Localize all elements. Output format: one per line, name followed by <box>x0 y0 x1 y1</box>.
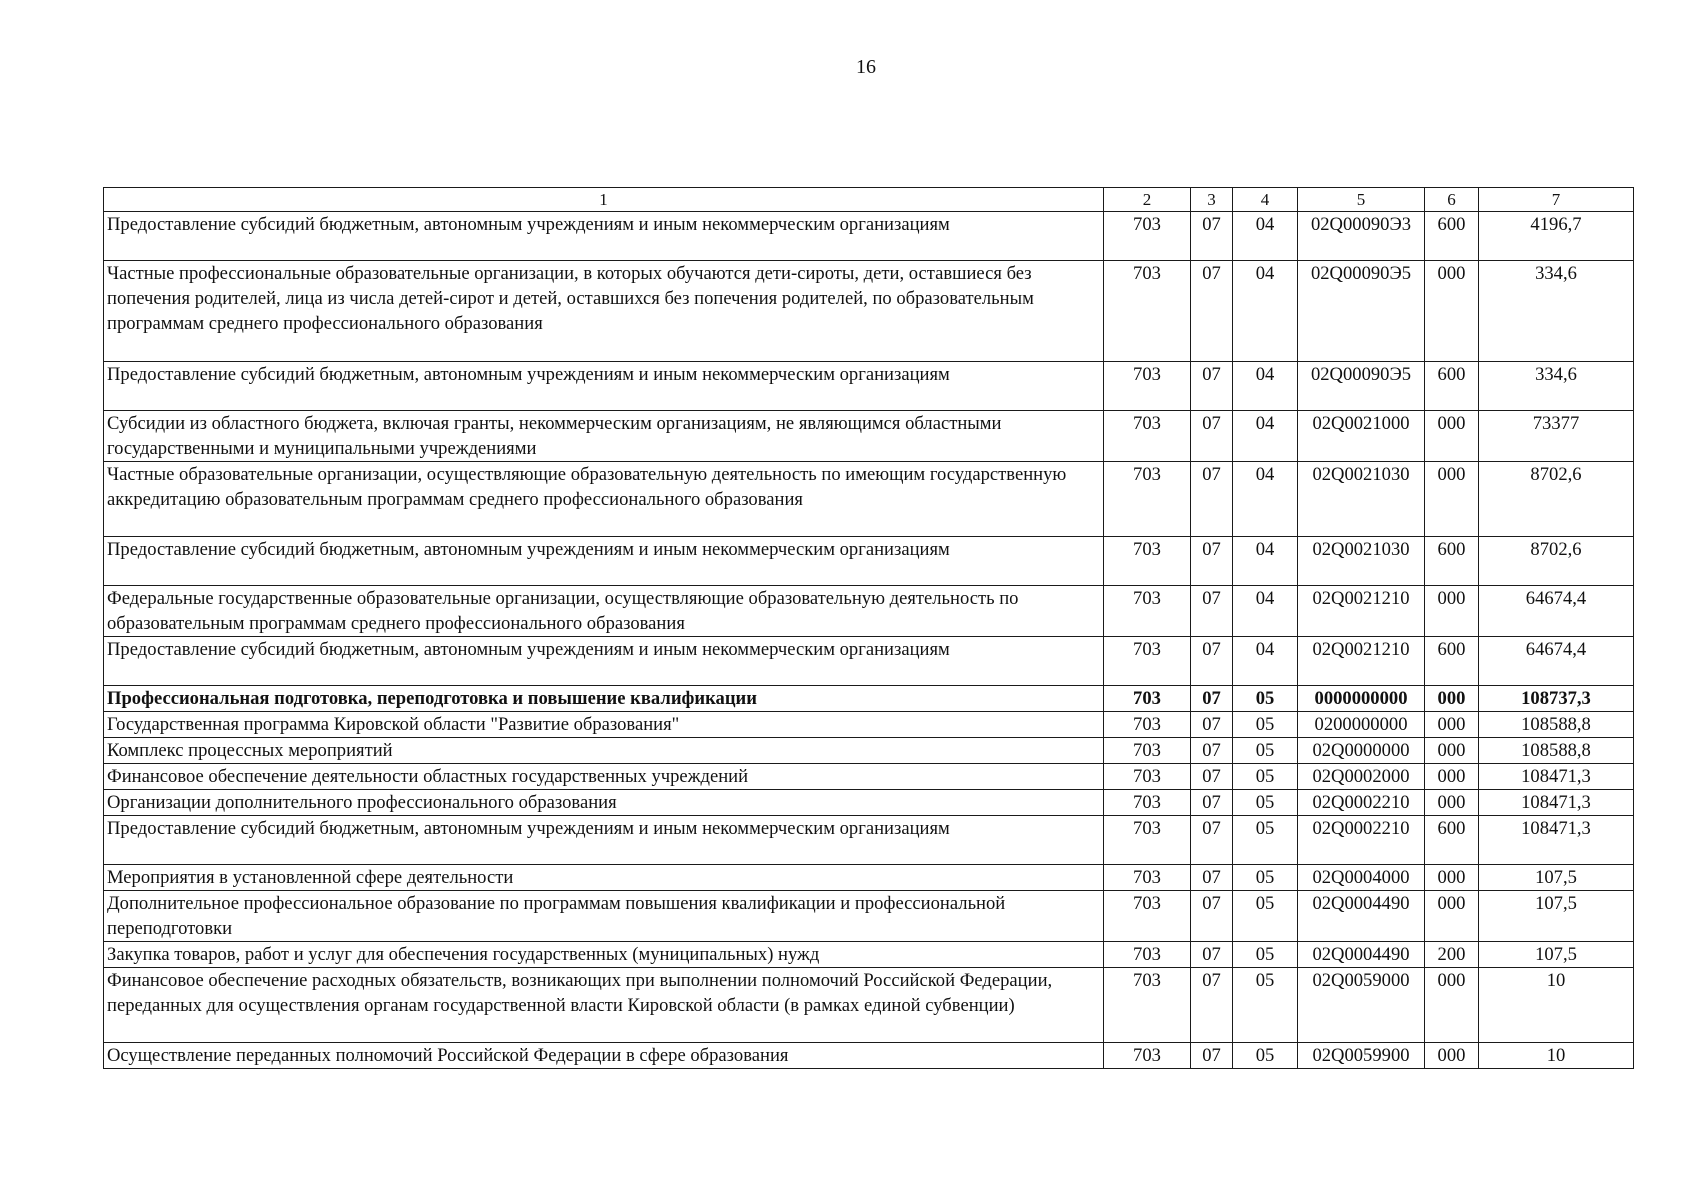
col7-cell: 108588,8 <box>1479 712 1634 738</box>
header-cell: 3 <box>1191 188 1233 212</box>
col3-cell: 07 <box>1191 764 1233 790</box>
table-row <box>104 968 1634 1043</box>
col6-cell: 000 <box>1425 712 1479 738</box>
row-name-cell: Мероприятия в установленной сфере деятельности <box>104 865 1104 891</box>
header-cell: 4 <box>1233 188 1298 212</box>
col5-cell: 02Q0004000 <box>1298 865 1425 891</box>
table-row <box>104 261 1634 362</box>
col3-cell: 07 <box>1191 865 1233 891</box>
col3-cell: 07 <box>1191 586 1233 637</box>
col2-cell: 703 <box>1104 586 1191 637</box>
col3-cell: 07 <box>1191 891 1233 942</box>
header-cell: 7 <box>1479 188 1634 212</box>
col5-cell: 02Q00090Э5 <box>1298 362 1425 411</box>
col4-cell: 04 <box>1233 362 1298 411</box>
table-row <box>104 865 1634 891</box>
col3-cell: 07 <box>1191 686 1233 712</box>
row-name-cell: Предоставление субсидий бюджетным, автономным учреждениям и иным некоммерческим организациям <box>104 537 1104 586</box>
col5-cell: 02Q0021030 <box>1298 462 1425 537</box>
col7-cell: 334,6 <box>1479 261 1634 362</box>
col7-cell: 107,5 <box>1479 891 1634 942</box>
table-row <box>104 891 1634 942</box>
col2-cell: 703 <box>1104 712 1191 738</box>
col2-cell: 703 <box>1104 738 1191 764</box>
row-name-cell: Частные профессиональные образовательные организации, в которых обучаются дети-сироты, дети, оставшиеся без попечения родителей, лица из числа детей-сирот и детей, оставшихся без попечения родителей, по образовательным программам среднего профессионального образования <box>104 261 1104 362</box>
col4-cell: 05 <box>1233 891 1298 942</box>
col6-cell: 000 <box>1425 261 1479 362</box>
col4-cell: 04 <box>1233 212 1298 261</box>
table-row <box>104 790 1634 816</box>
table-row <box>104 462 1634 537</box>
col3-cell: 07 <box>1191 362 1233 411</box>
col7-cell: 8702,6 <box>1479 462 1634 537</box>
col2-cell: 703 <box>1104 816 1191 865</box>
col5-cell: 02Q0002210 <box>1298 816 1425 865</box>
col5-cell: 02Q0021000 <box>1298 411 1425 462</box>
row-name-cell: Государственная программа Кировской области "Развитие образования" <box>104 712 1104 738</box>
col3-cell: 07 <box>1191 738 1233 764</box>
row-name-cell: Частные образовательные организации, осуществляющие образовательную деятельность по имеющим государственную аккредитацию образовательным программам среднего профессионального образования <box>104 462 1104 537</box>
col4-cell: 04 <box>1233 261 1298 362</box>
col2-cell: 703 <box>1104 865 1191 891</box>
col4-cell: 05 <box>1233 1043 1298 1069</box>
col2-cell: 703 <box>1104 362 1191 411</box>
col4-cell: 05 <box>1233 865 1298 891</box>
col2-cell: 703 <box>1104 411 1191 462</box>
col5-cell: 0000000000 <box>1298 686 1425 712</box>
col5-cell: 02Q0059900 <box>1298 1043 1425 1069</box>
col6-cell: 000 <box>1425 686 1479 712</box>
col7-cell: 4196,7 <box>1479 212 1634 261</box>
col5-cell: 0200000000 <box>1298 712 1425 738</box>
col2-cell: 703 <box>1104 261 1191 362</box>
col5-cell: 02Q00090Э3 <box>1298 212 1425 261</box>
col4-cell: 05 <box>1233 942 1298 968</box>
row-name-cell: Предоставление субсидий бюджетным, автономным учреждениям и иным некоммерческим организациям <box>104 362 1104 411</box>
row-name-cell: Предоставление субсидий бюджетным, автономным учреждениям и иным некоммерческим организациям <box>104 637 1104 686</box>
col2-cell: 703 <box>1104 891 1191 942</box>
table-row <box>104 586 1634 637</box>
col7-cell: 108737,3 <box>1479 686 1634 712</box>
table-header-row <box>104 188 1634 212</box>
col6-cell: 600 <box>1425 212 1479 261</box>
col2-cell: 703 <box>1104 537 1191 586</box>
col6-cell: 000 <box>1425 891 1479 942</box>
col6-cell: 600 <box>1425 362 1479 411</box>
col3-cell: 07 <box>1191 637 1233 686</box>
col3-cell: 07 <box>1191 790 1233 816</box>
col2-cell: 703 <box>1104 212 1191 261</box>
col5-cell: 02Q0004490 <box>1298 891 1425 942</box>
col7-cell: 73377 <box>1479 411 1634 462</box>
col5-cell: 02Q0000000 <box>1298 738 1425 764</box>
row-name-cell: Осуществление переданных полномочий Российской Федерации в сфере образования <box>104 1043 1104 1069</box>
col4-cell: 05 <box>1233 738 1298 764</box>
col7-cell: 10 <box>1479 1043 1634 1069</box>
row-name-cell: Предоставление субсидий бюджетным, автономным учреждениям и иным некоммерческим организациям <box>104 816 1104 865</box>
row-name-cell: Организации дополнительного профессионального образования <box>104 790 1104 816</box>
col7-cell: 334,6 <box>1479 362 1634 411</box>
col2-cell: 703 <box>1104 686 1191 712</box>
col7-cell: 8702,6 <box>1479 537 1634 586</box>
col4-cell: 05 <box>1233 816 1298 865</box>
row-name-cell: Комплекс процессных мероприятий <box>104 738 1104 764</box>
table-row <box>104 816 1634 865</box>
col7-cell: 108471,3 <box>1479 764 1634 790</box>
col5-cell: 02Q0004490 <box>1298 942 1425 968</box>
table-row <box>104 637 1634 686</box>
col7-cell: 10 <box>1479 968 1634 1043</box>
col7-cell: 64674,4 <box>1479 637 1634 686</box>
col4-cell: 05 <box>1233 712 1298 738</box>
row-name-cell: Субсидии из областного бюджета, включая гранты, некоммерческим организациям, не являющимся областными государственными и муниципальными учреждениями <box>104 411 1104 462</box>
col5-cell: 02Q0002210 <box>1298 790 1425 816</box>
col4-cell: 05 <box>1233 764 1298 790</box>
budget-table <box>103 187 1634 1069</box>
header-cell: 6 <box>1425 188 1479 212</box>
header-cell: 5 <box>1298 188 1425 212</box>
table-row <box>104 712 1634 738</box>
col6-cell: 000 <box>1425 738 1479 764</box>
header-cell: 2 <box>1104 188 1191 212</box>
col2-cell: 703 <box>1104 1043 1191 1069</box>
row-name-cell: Федеральные государственные образовательные организации, осуществляющие образовательную деятельность по образовательным программам среднего профессионального образования <box>104 586 1104 637</box>
table-row <box>104 1043 1634 1069</box>
col4-cell: 04 <box>1233 537 1298 586</box>
col3-cell: 07 <box>1191 712 1233 738</box>
col5-cell: 02Q0021210 <box>1298 637 1425 686</box>
col4-cell: 05 <box>1233 790 1298 816</box>
table-body <box>104 188 1634 1069</box>
col6-cell: 000 <box>1425 586 1479 637</box>
row-name-cell: Финансовое обеспечение расходных обязательств, возникающих при выполнении полномочий Российской Федерации, переданных для осуществления органам государственной власти Кировской области (в рамках единой субвенции) <box>104 968 1104 1043</box>
page-number: 16 <box>856 56 876 78</box>
col5-cell: 02Q0002000 <box>1298 764 1425 790</box>
col6-cell: 000 <box>1425 411 1479 462</box>
col3-cell: 07 <box>1191 462 1233 537</box>
col2-cell: 703 <box>1104 764 1191 790</box>
col4-cell: 05 <box>1233 968 1298 1043</box>
col6-cell: 600 <box>1425 637 1479 686</box>
col7-cell: 108588,8 <box>1479 738 1634 764</box>
col4-cell: 04 <box>1233 411 1298 462</box>
col3-cell: 07 <box>1191 968 1233 1043</box>
table-row <box>104 362 1634 411</box>
table-row <box>104 537 1634 586</box>
col7-cell: 107,5 <box>1479 865 1634 891</box>
table-row <box>104 738 1634 764</box>
table-row <box>104 411 1634 462</box>
col3-cell: 07 <box>1191 411 1233 462</box>
table-row <box>104 764 1634 790</box>
col3-cell: 07 <box>1191 537 1233 586</box>
table-row <box>104 686 1634 712</box>
row-name-cell: Дополнительное профессиональное образование по программам повышения квалификации и профессиональной переподготовки <box>104 891 1104 942</box>
col7-cell: 108471,3 <box>1479 816 1634 865</box>
col6-cell: 200 <box>1425 942 1479 968</box>
header-cell: 1 <box>104 188 1104 212</box>
col7-cell: 108471,3 <box>1479 790 1634 816</box>
col7-cell: 64674,4 <box>1479 586 1634 637</box>
col4-cell: 04 <box>1233 462 1298 537</box>
row-name-cell: Закупка товаров, работ и услуг для обеспечения государственных (муниципальных) нужд <box>104 942 1104 968</box>
col5-cell: 02Q0021210 <box>1298 586 1425 637</box>
col6-cell: 000 <box>1425 865 1479 891</box>
col2-cell: 703 <box>1104 637 1191 686</box>
col6-cell: 600 <box>1425 816 1479 865</box>
col3-cell: 07 <box>1191 942 1233 968</box>
col4-cell: 04 <box>1233 586 1298 637</box>
col2-cell: 703 <box>1104 942 1191 968</box>
table-row <box>104 942 1634 968</box>
col5-cell: 02Q0021030 <box>1298 537 1425 586</box>
col7-cell: 107,5 <box>1479 942 1634 968</box>
col6-cell: 000 <box>1425 968 1479 1043</box>
row-name-cell: Предоставление субсидий бюджетным, автономным учреждениям и иным некоммерческим организациям <box>104 212 1104 261</box>
row-name-cell: Профессиональная подготовка, переподготовка и повышение квалификации <box>104 686 1104 712</box>
col6-cell: 000 <box>1425 790 1479 816</box>
col6-cell: 000 <box>1425 764 1479 790</box>
col5-cell: 02Q0059000 <box>1298 968 1425 1043</box>
col2-cell: 703 <box>1104 968 1191 1043</box>
col3-cell: 07 <box>1191 261 1233 362</box>
col3-cell: 07 <box>1191 1043 1233 1069</box>
col2-cell: 703 <box>1104 462 1191 537</box>
col6-cell: 600 <box>1425 537 1479 586</box>
col3-cell: 07 <box>1191 212 1233 261</box>
col6-cell: 000 <box>1425 1043 1479 1069</box>
col5-cell: 02Q00090Э5 <box>1298 261 1425 362</box>
table-row <box>104 212 1634 261</box>
col4-cell: 04 <box>1233 637 1298 686</box>
col4-cell: 05 <box>1233 686 1298 712</box>
col6-cell: 000 <box>1425 462 1479 537</box>
col3-cell: 07 <box>1191 816 1233 865</box>
row-name-cell: Финансовое обеспечение деятельности областных государственных учреждений <box>104 764 1104 790</box>
col2-cell: 703 <box>1104 790 1191 816</box>
